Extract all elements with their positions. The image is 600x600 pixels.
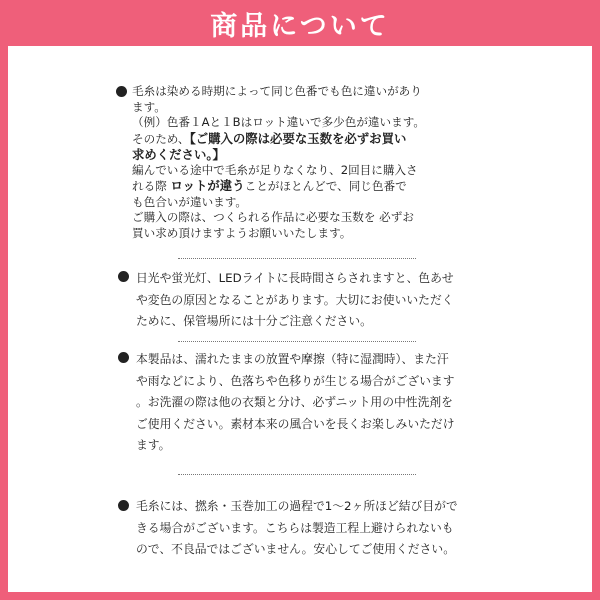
text-line: 日光や蛍光灯、LEDライトに長時間さらされますと、色あせ bbox=[136, 271, 454, 285]
notice-light-fading bbox=[120, 268, 490, 333]
text-line: ご購入の際は、つくられる作品に必要な玉数を 必ずお bbox=[132, 210, 414, 224]
text-line: ご使用ください。素材本来の風合いを長くお楽しみいただけ bbox=[136, 416, 455, 431]
dotted-divider bbox=[178, 258, 416, 259]
text-line bbox=[116, 131, 486, 148]
dotted-divider bbox=[178, 341, 416, 342]
emphasis-text: ロットが違う bbox=[170, 178, 245, 193]
text-fragment: れる際 bbox=[132, 179, 167, 193]
text-line: 本製品は、濡れたままの放置や摩擦（特に湿潤時）、また汗 bbox=[136, 352, 449, 366]
text-line: 毛糸は染める時期によって同じ色番でも色に違いがあり bbox=[132, 84, 422, 98]
text-fragment: ことがほとんどで、同じ色番で bbox=[244, 179, 407, 193]
notice-color-bleeding bbox=[120, 349, 490, 457]
text-line: 編んでいる途中で毛糸が足りなくなり、2回目に購入さ bbox=[132, 162, 418, 177]
text-line: や変色の原因となることがあります。大切にお使いいただく bbox=[136, 292, 454, 307]
text-line: や雨などにより、色落ちや色移りが生じる場合がございます bbox=[136, 373, 455, 388]
header-bar bbox=[0, 0, 600, 46]
text-line bbox=[116, 178, 486, 195]
text-line: も色合いが違います。 bbox=[132, 194, 248, 209]
text-line: きる場合がございます。こちらは製造工程上避けられないも bbox=[136, 520, 454, 535]
emphasis-text: 求めください。】 bbox=[132, 147, 225, 162]
text-line: 買い求め頂けますようお願いいたします。 bbox=[132, 225, 352, 240]
text-line: ます。 bbox=[136, 438, 171, 452]
emphasis-text: 【ご購入の際は必要な玉数を必ずお買い bbox=[189, 130, 407, 146]
text-line: ます。 bbox=[132, 99, 166, 114]
dotted-divider bbox=[178, 474, 416, 475]
text-fragment: そのため、 bbox=[132, 131, 190, 146]
notice-knots bbox=[120, 496, 490, 561]
page-title: 商品について bbox=[210, 10, 390, 42]
text-line: 。お洗濯の際は他の衣類と分け、必ずニット用の中性洗剤を bbox=[136, 395, 453, 409]
text-line: ので、不良品ではございません。安心してご使用ください。 bbox=[136, 542, 455, 556]
text-line: （例）色番１Aと１Bはロット違いで多少色が違います。 bbox=[132, 115, 425, 129]
text-line: 毛糸には、撚糸・玉巻加工の過程で1〜2ヶ所ほど結び目がで bbox=[136, 499, 458, 513]
notice-color-lot bbox=[116, 84, 486, 241]
text-line: ために、保管場所には十分ご注意ください。 bbox=[136, 314, 372, 328]
